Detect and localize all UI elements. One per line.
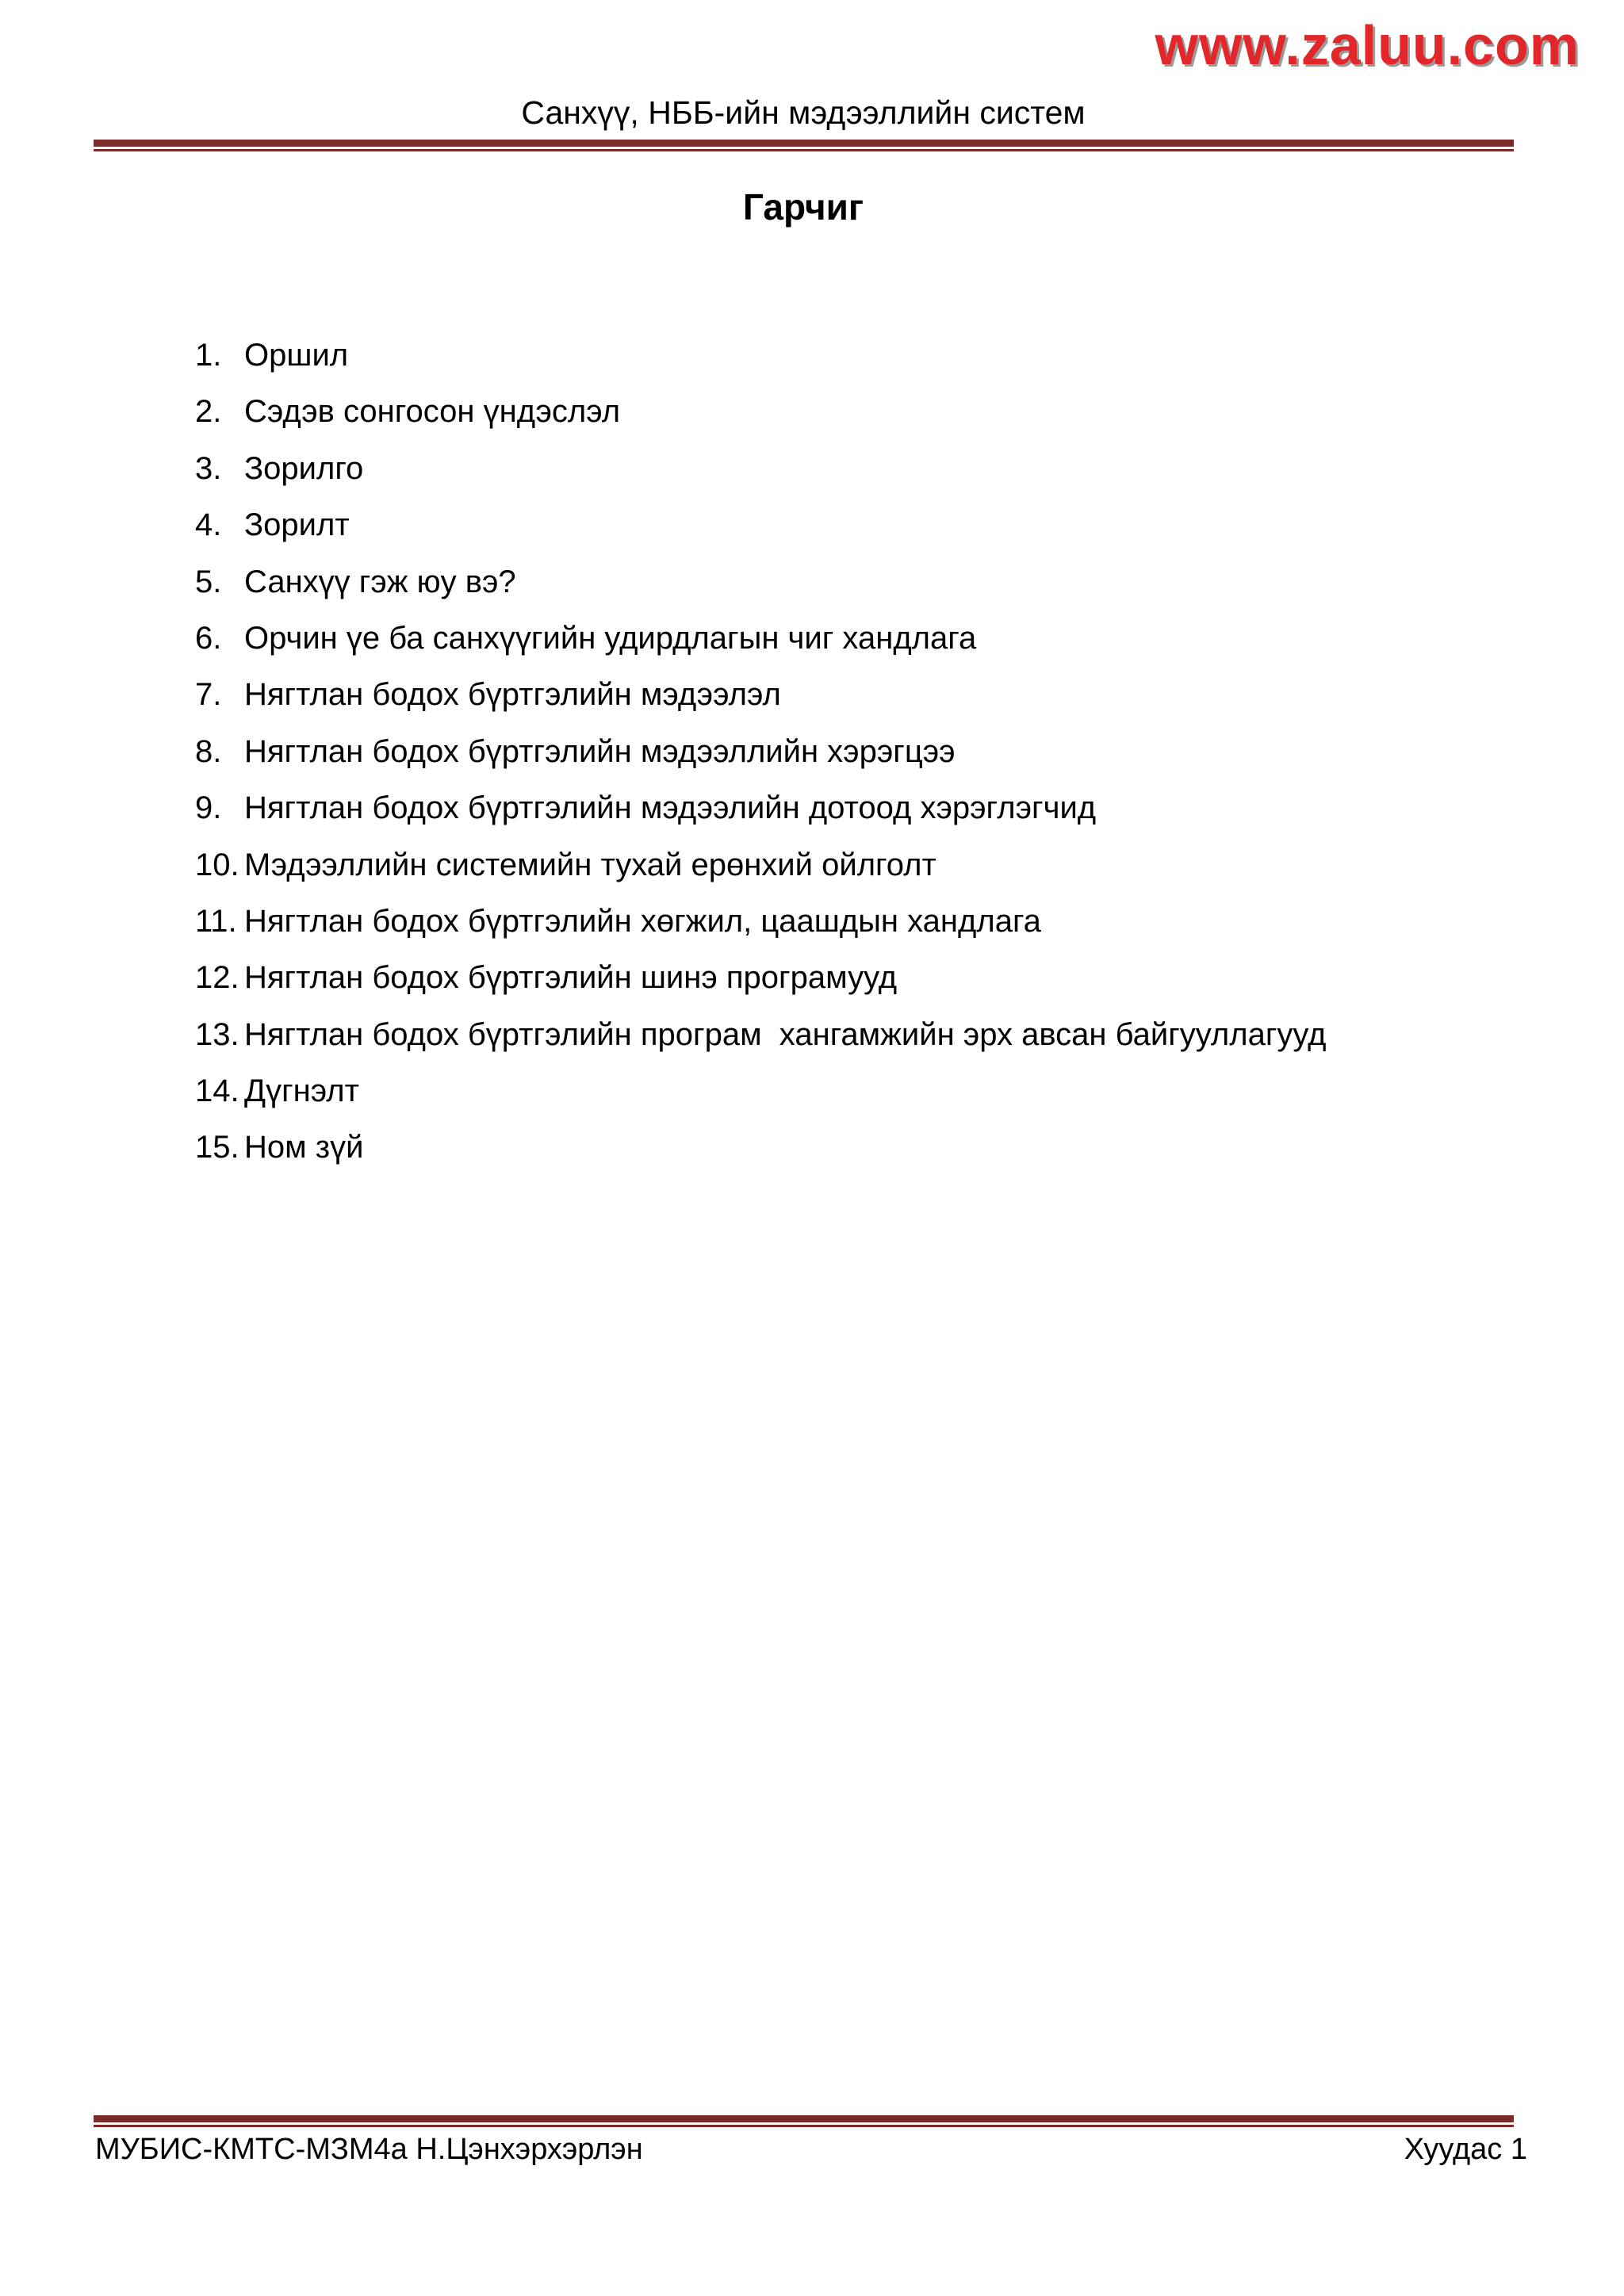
toc-item-text: Нягтлан бодох бүртгэлийн програм хангамжийн эрх авсан байгууллагууд [244, 1016, 1327, 1052]
toc-item-number: 15. [195, 1130, 239, 1165]
running-header-title: Санхүү, НББ-ийн мэдээллийн систем [521, 94, 1086, 131]
toc-item-number: 6. [195, 620, 222, 656]
toc-item-text: Нягтлан бодох бүртгэлийн мэдээллийн хэрэгцээ [244, 733, 956, 769]
toc-item-number: 12. [195, 960, 239, 996]
toc-item-number: 7. [195, 677, 222, 713]
toc-item [195, 563, 1326, 619]
toc-item [195, 846, 1326, 902]
footer-page-number: Хуудас 1 [1404, 2133, 1527, 2166]
toc-item-text: Нягтлан бодох бүртгэлийн хөгжил, цаашдын хандлага [244, 903, 1041, 939]
watermark-logo: www.zaluu.com [1155, 14, 1580, 76]
toc-item-text: Нягтлан бодох бүртгэлийн мэдээлийн дотоод хэрэглэгчид [244, 790, 1097, 826]
toc-item [195, 619, 1326, 675]
toc-item [195, 789, 1326, 845]
toc-item-number: 4. [195, 507, 222, 543]
toc-item [195, 336, 1326, 392]
toc-item-text: Орчин үе ба санхүүгийн удирдлагын чиг хандлага [244, 620, 977, 656]
toc-item-text: Нягтлан бодох бүртгэлийн шинэ програмууд [244, 960, 898, 996]
footer-divider [94, 2115, 1514, 2127]
toc-item-text: Дүгнэлт [244, 1073, 359, 1109]
toc-item-text: Ном зүй [244, 1130, 364, 1165]
toc-item-number: 9. [195, 790, 222, 826]
toc-item-text: Сэдэв сонгосон үндэслэл [244, 394, 621, 430]
toc-item [195, 392, 1326, 449]
toc-item [195, 733, 1326, 789]
page-heading: Гарчиг [742, 186, 864, 228]
toc-item [195, 959, 1326, 1015]
toc-item [195, 1016, 1326, 1072]
toc-item [195, 506, 1326, 562]
toc-item-number: 13. [195, 1016, 239, 1052]
toc-item-number: 2. [195, 394, 222, 430]
toc-item-text: Зорилт [244, 507, 350, 543]
toc-item [195, 1072, 1326, 1128]
toc-item-text: Зорилго [244, 450, 364, 486]
toc-item [195, 902, 1326, 959]
toc-item [195, 1128, 1326, 1184]
toc-item-number: 14. [195, 1073, 239, 1109]
toc-item-number: 1. [195, 338, 222, 373]
toc-item [195, 450, 1326, 506]
toc-item-text: Санхүү гэж юу вэ? [244, 564, 516, 599]
toc-item-number: 3. [195, 450, 222, 486]
toc-item-text: Мэдээллийн системийн тухай ерөнхий ойлголт [244, 847, 936, 882]
footer-author: МУБИС-КМТС-МЗМ4а Н.Цэнхэрхэрлэн [95, 2133, 643, 2166]
toc-item-number: 11. [195, 903, 237, 939]
toc-item-number: 10. [195, 847, 239, 882]
toc-item-text: Нягтлан бодох бүртгэлийн мэдээлэл [244, 677, 781, 713]
toc-item-number: 5. [195, 564, 222, 599]
toc-item [195, 675, 1326, 732]
toc-item-text: Оршил [244, 338, 349, 373]
toc-item-number: 8. [195, 733, 222, 769]
table-of-contents [195, 336, 1326, 1185]
header-divider [94, 140, 1514, 151]
